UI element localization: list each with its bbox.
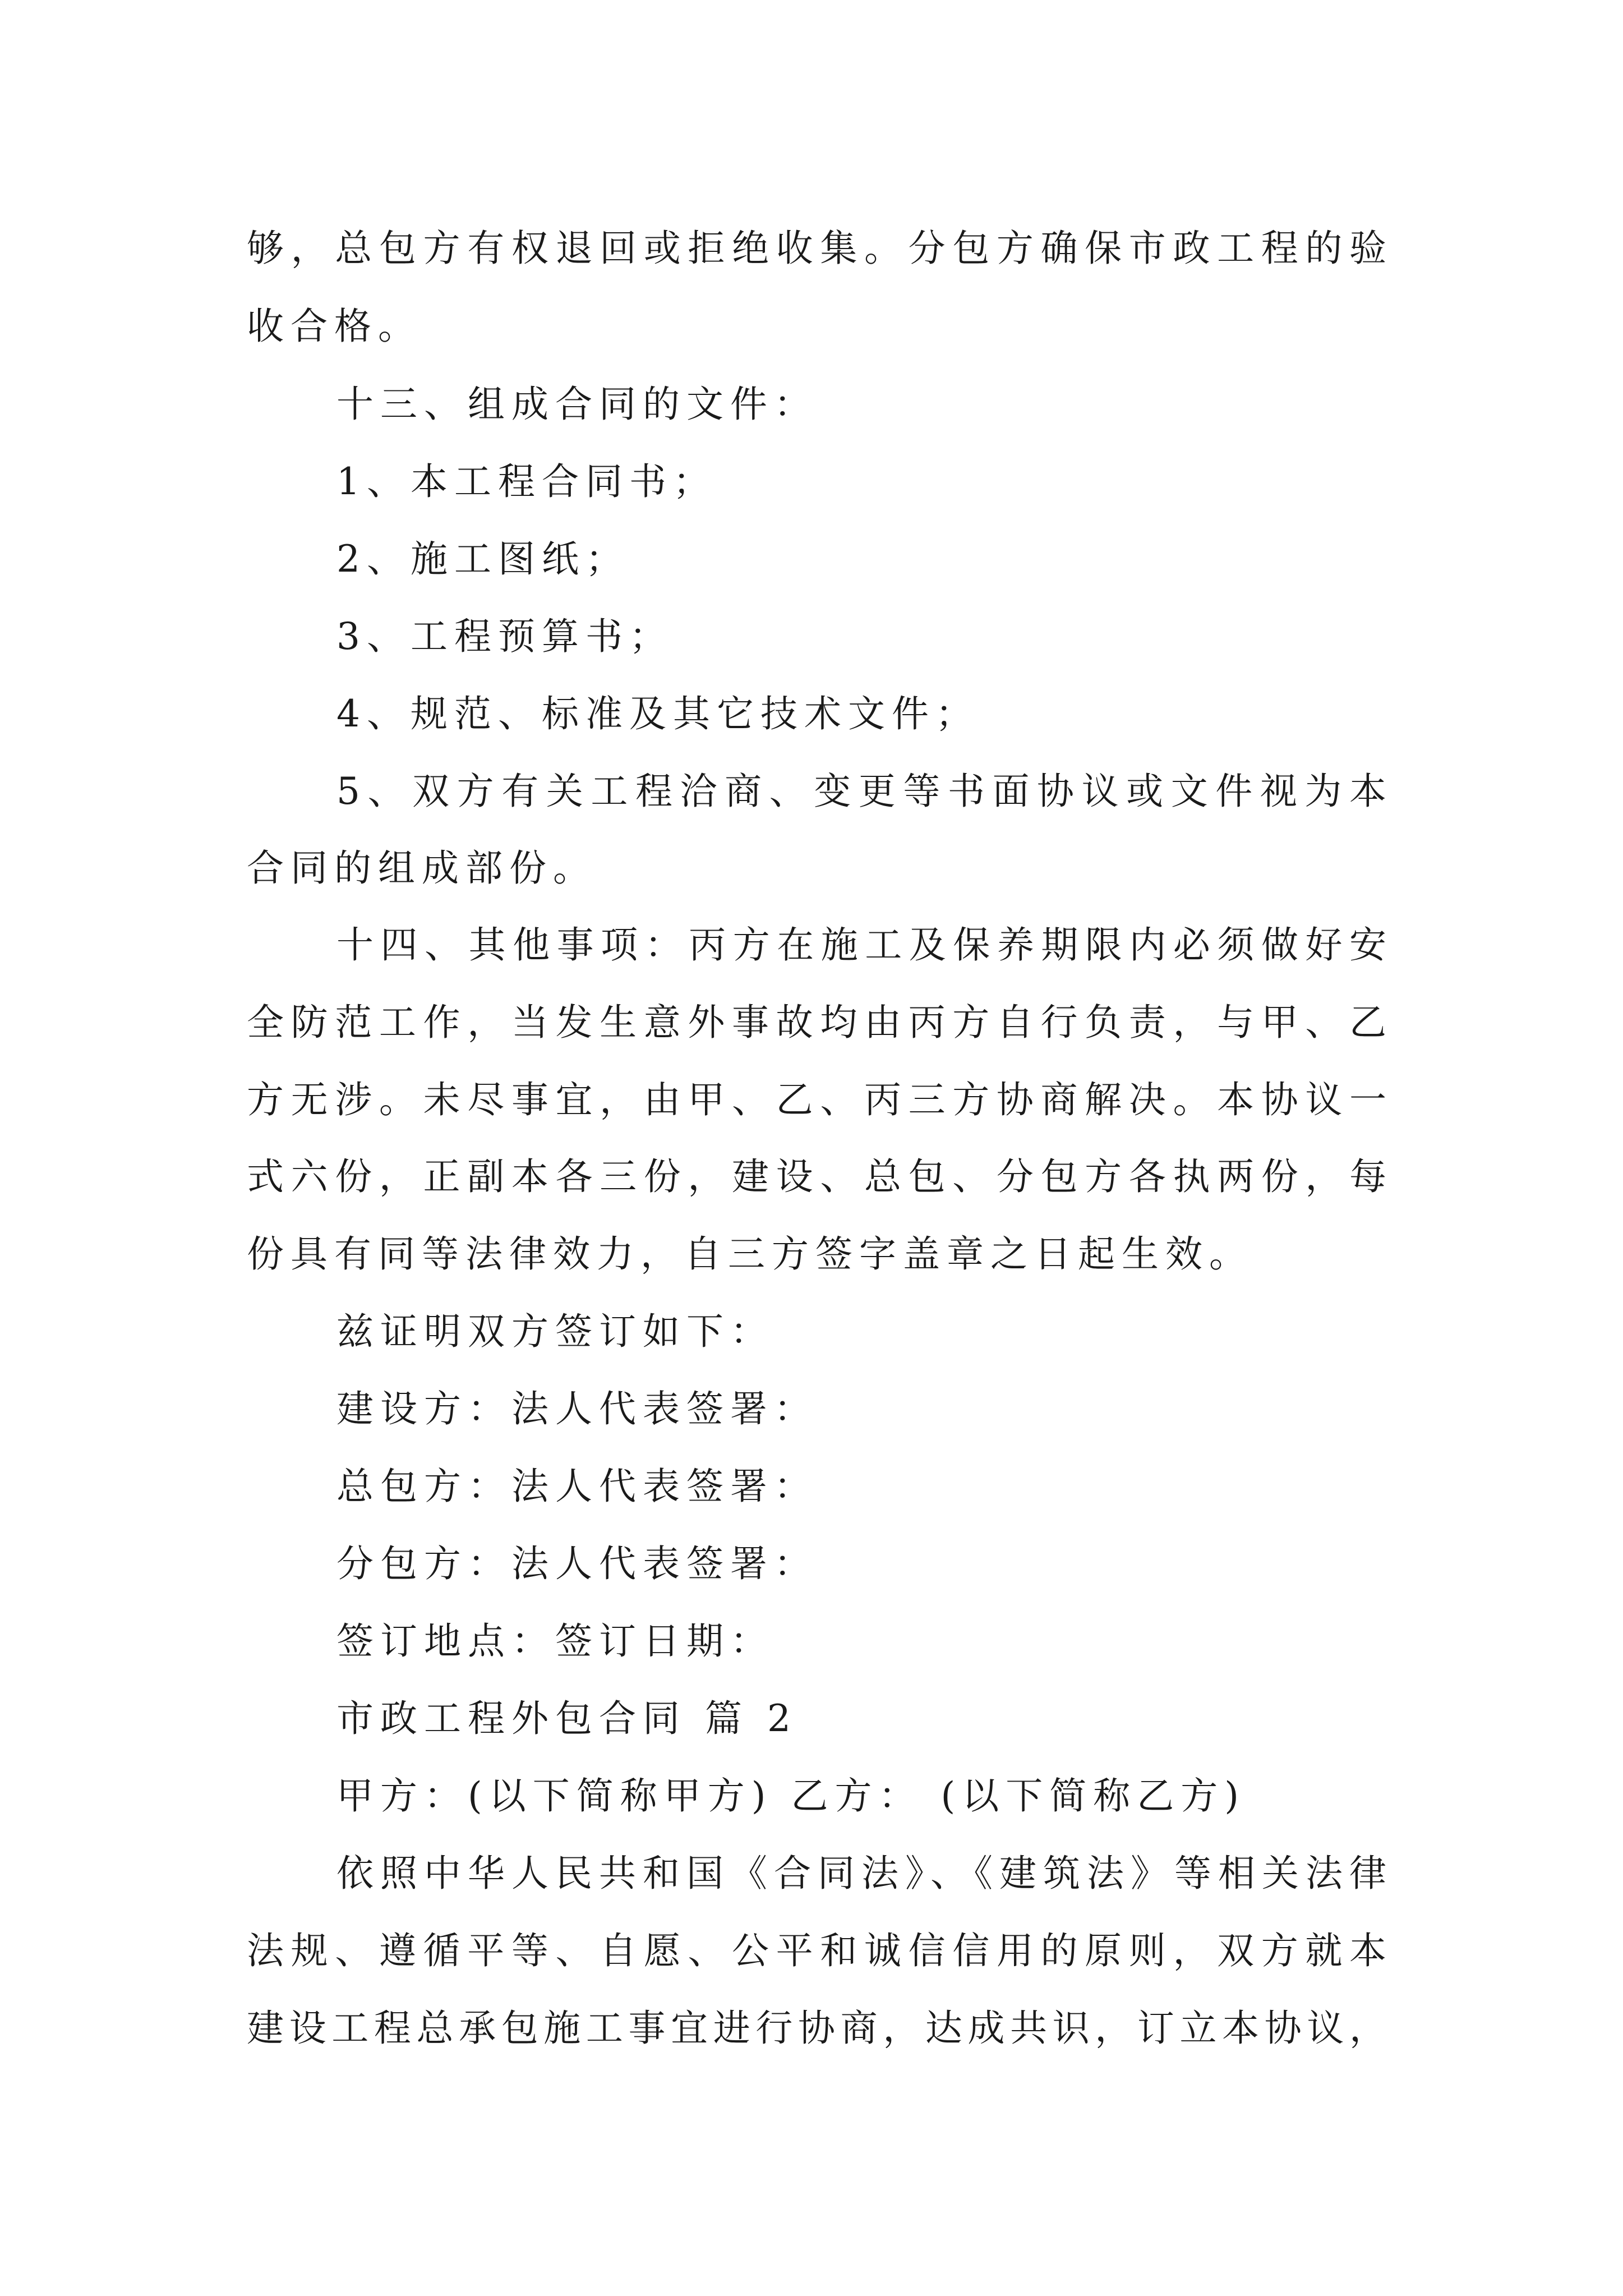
body-line: 法规、遵循平等、自愿、公平和诚信信用的原则，双方就本 bbox=[247, 1929, 1386, 1972]
list-item-1: 1、本工程合同书； bbox=[336, 460, 717, 503]
body-line: 全防范工作，当发生意外事故均由丙方自行负责，与甲、乙 bbox=[247, 1001, 1386, 1044]
body-line: 依照中华人民共和国《合同法》、《建筑法》等相关法律 bbox=[336, 1852, 1386, 1895]
body-line: 式六份，正副本各三份，建设、总包、分包方各执两份，每 bbox=[247, 1155, 1386, 1198]
list-item-5: 5、双方有关工程洽商、变更等书面协议或文件视为本 bbox=[336, 770, 1386, 813]
list-item-3: 3、工程预算书； bbox=[336, 615, 673, 658]
list-item-2: 2、施工图纸； bbox=[336, 537, 629, 581]
signing-place-date: 签订地点：签订日期： bbox=[336, 1619, 774, 1663]
signature-line-subcontractor: 分包方：法人代表签署： bbox=[336, 1542, 818, 1585]
signature-line-general-contractor: 总包方：法人代表签署： bbox=[336, 1465, 818, 1508]
signature-intro: 兹证明双方签订如下： bbox=[336, 1310, 774, 1353]
body-line-continuation: 收合格。 bbox=[247, 305, 422, 348]
section-heading-14: 十四、其他事项：丙方在施工及保养期限内必须做好安 bbox=[336, 923, 1386, 967]
body-line: 方无涉。未尽事宜，由甲、乙、丙三方协商解决。本协议一 bbox=[247, 1078, 1386, 1121]
body-line: 份具有同等法律效力，自三方签字盖章之日起生效。 bbox=[247, 1232, 1253, 1276]
body-line-continuation: 够，总包方有权退回或拒绝收集。分包方确保市政工程的验 bbox=[247, 227, 1386, 270]
contract-title: 市政工程外包合同 篇 2 bbox=[336, 1697, 797, 1740]
signature-line-builder: 建设方：法人代表签署： bbox=[336, 1387, 818, 1430]
body-line: 建设工程总承包施工事宜进行协商，达成共识，订立本协议， bbox=[247, 2007, 1386, 2050]
list-item-5-continuation: 合同的组成部份。 bbox=[247, 846, 597, 890]
party-line: 甲方：(以下简称甲方) 乙方： (以下简称乙方) bbox=[336, 1774, 1246, 1818]
list-item-4: 4、规范、标准及其它技术文件； bbox=[336, 692, 979, 735]
section-heading-13: 十三、组成合同的文件： bbox=[336, 383, 818, 426]
